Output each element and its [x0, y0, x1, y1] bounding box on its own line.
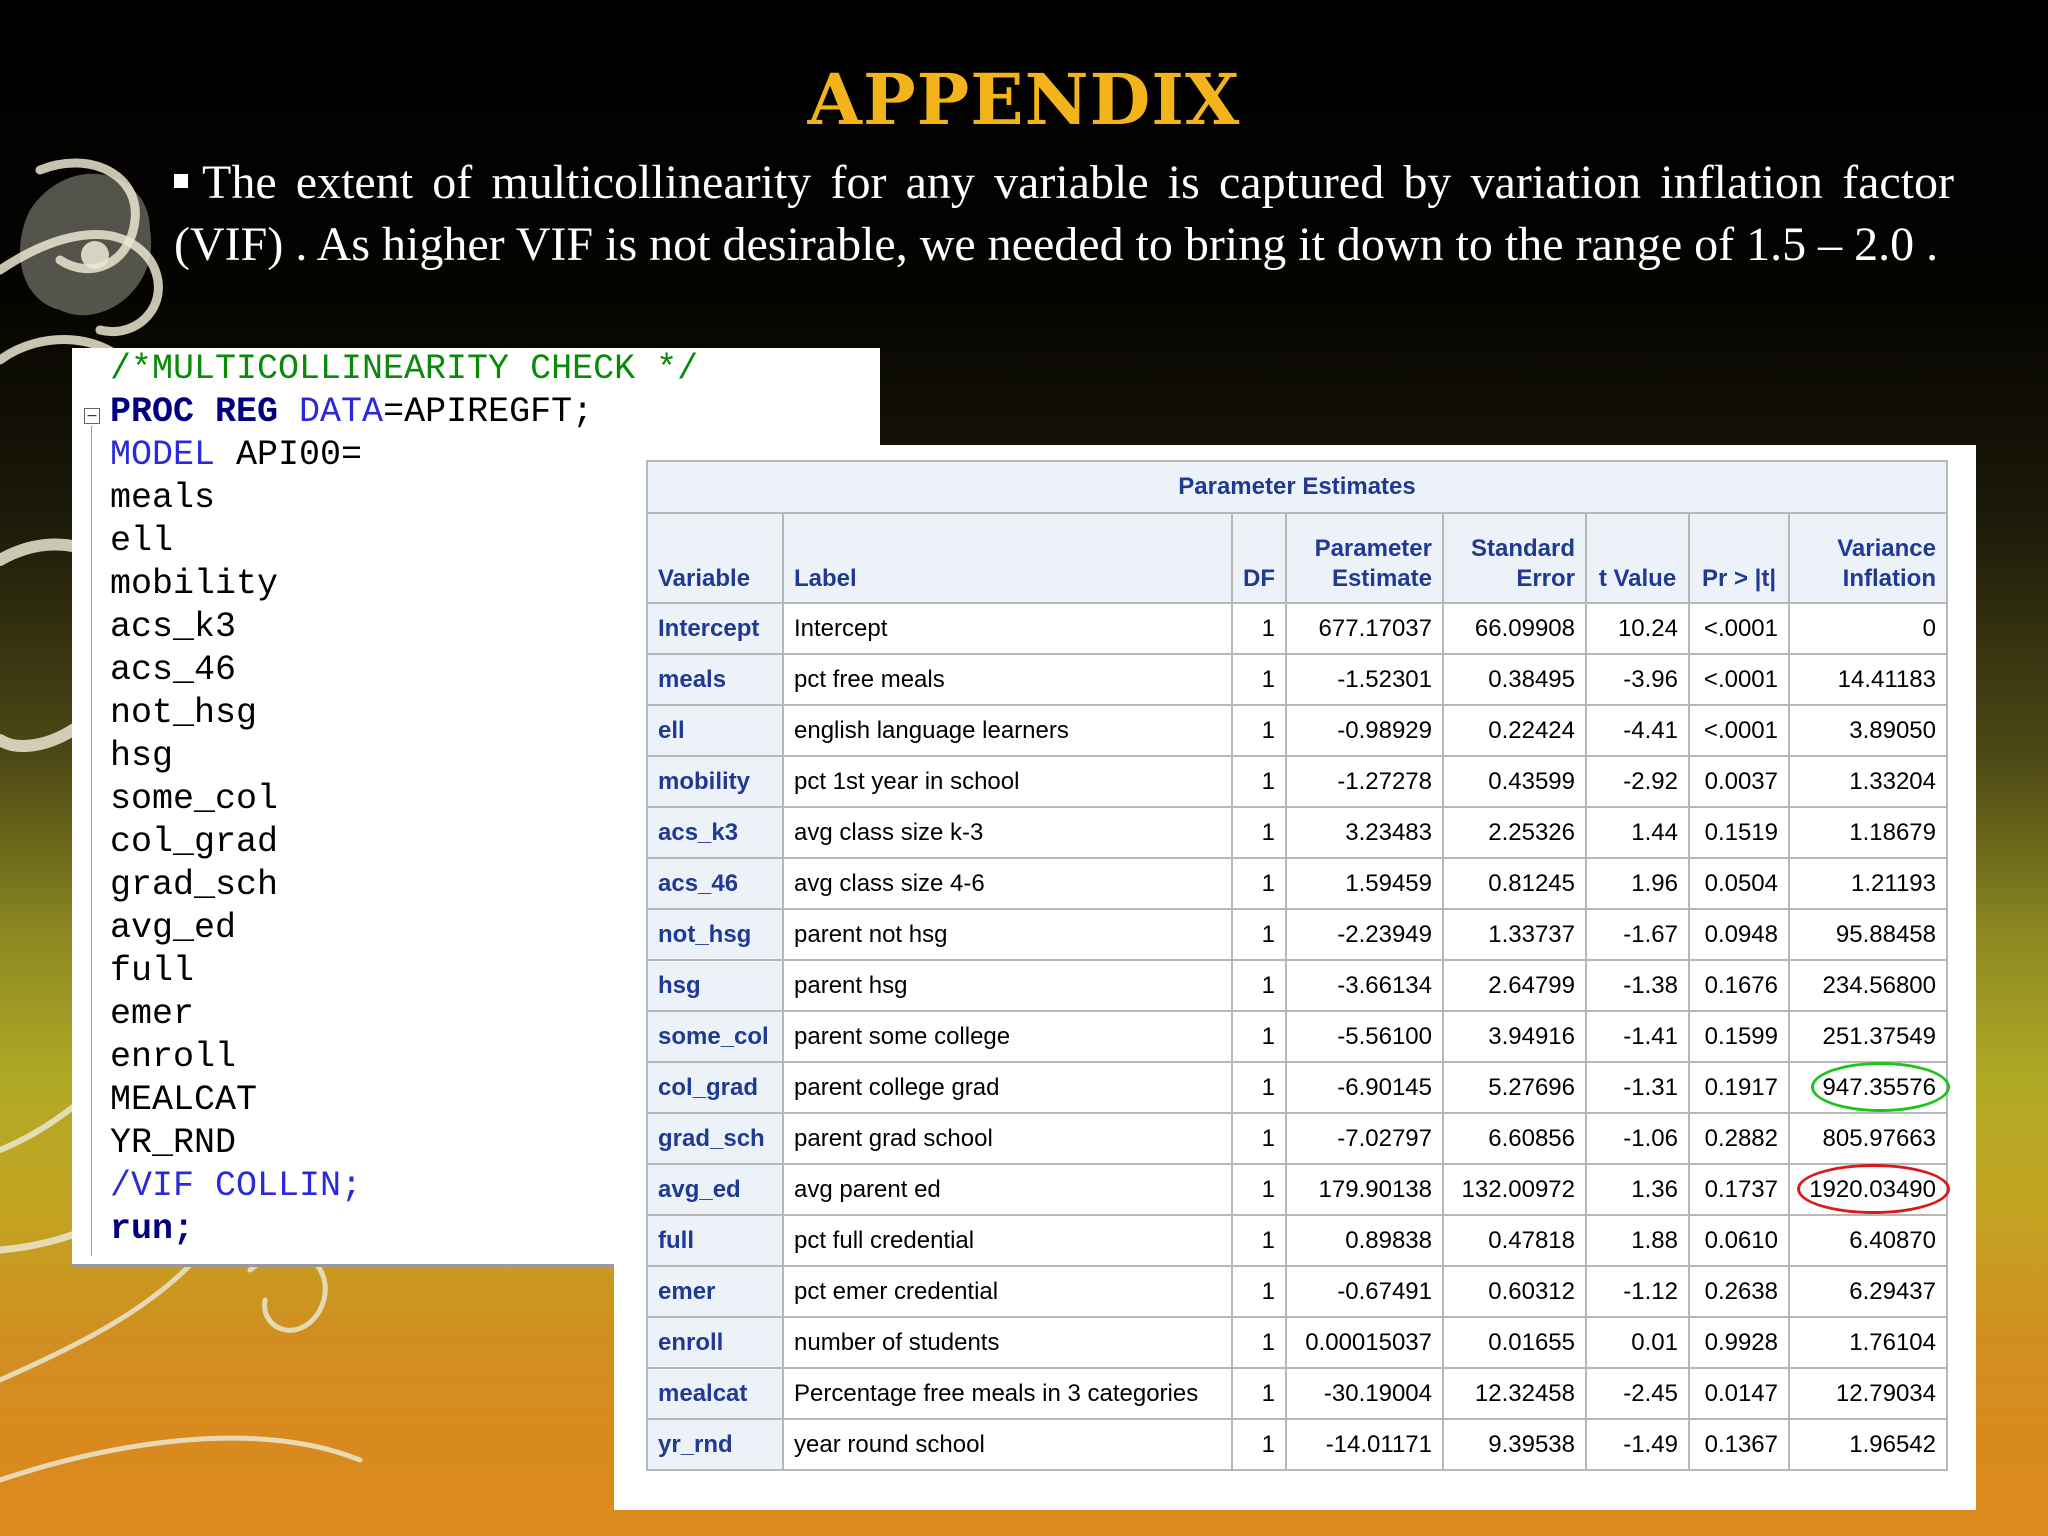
table-header-row — [647, 513, 1947, 603]
cell-variable: ell — [647, 705, 783, 756]
cell-standard-error: 9.39538 — [1443, 1419, 1586, 1470]
cell-variance-inflation — [1789, 1062, 1947, 1113]
slide-title: APPENDIX — [807, 58, 1241, 141]
code-var: MEALCAT — [110, 1080, 258, 1120]
table-row — [647, 705, 1947, 756]
cell-label: parent grad school — [783, 1113, 1232, 1164]
cell-variance-inflation: 0 — [1789, 603, 1947, 654]
cell-estimate: 677.17037 — [1286, 603, 1443, 654]
cell-label: avg class size 4-6 — [783, 858, 1232, 909]
table-row — [647, 1317, 1947, 1368]
cell-t-value: -1.38 — [1586, 960, 1689, 1011]
cell-label: english language learners — [783, 705, 1232, 756]
collapse-toggle-icon[interactable]: − — [84, 408, 100, 424]
code-proc-keyword: PROC REG — [110, 392, 279, 432]
cell-p-value: 0.1737 — [1689, 1164, 1789, 1215]
cell-label: Intercept — [783, 603, 1232, 654]
cell-t-value: -1.49 — [1586, 1419, 1689, 1470]
cell-t-value: 1.96 — [1586, 858, 1689, 909]
cell-p-value: 0.2638 — [1689, 1266, 1789, 1317]
cell-df: 1 — [1232, 858, 1286, 909]
code-comment: /*MULTICOLLINEARITY CHECK */ — [110, 349, 699, 389]
code-var: col_grad — [110, 822, 279, 862]
code-var: full — [110, 951, 195, 991]
table-row — [647, 1266, 1947, 1317]
code-var: not_hsg — [110, 693, 258, 733]
cell-variable: grad_sch — [647, 1113, 783, 1164]
cell-variable: emer — [647, 1266, 783, 1317]
cell-estimate: -5.56100 — [1286, 1011, 1443, 1062]
cell-df: 1 — [1232, 1113, 1286, 1164]
cell-t-value: -4.41 — [1586, 705, 1689, 756]
cell-t-value: 1.88 — [1586, 1215, 1689, 1266]
vif-highlight-green: 947.35576 — [1822, 1073, 1936, 1101]
cell-t-value: 1.44 — [1586, 807, 1689, 858]
cell-standard-error: 1.33737 — [1443, 909, 1586, 960]
cell-variable: mealcat — [647, 1368, 783, 1419]
cell-t-value: -1.31 — [1586, 1062, 1689, 1113]
cell-df: 1 — [1232, 756, 1286, 807]
cell-t-value: -2.45 — [1586, 1368, 1689, 1419]
fold-guide-line — [91, 426, 92, 1256]
parameter-estimates-panel — [614, 445, 1976, 1510]
cell-label: pct emer credential — [783, 1266, 1232, 1317]
cell-standard-error: 0.22424 — [1443, 705, 1586, 756]
cell-p-value: <.0001 — [1689, 654, 1789, 705]
cell-estimate: -30.19004 — [1286, 1368, 1443, 1419]
cell-variance-inflation: 1.18679 — [1789, 807, 1947, 858]
code-var: acs_46 — [110, 650, 237, 690]
cell-label: Percentage free meals in 3 categories — [783, 1368, 1232, 1419]
cell-t-value: -1.06 — [1586, 1113, 1689, 1164]
cell-df: 1 — [1232, 960, 1286, 1011]
cell-t-value: 10.24 — [1586, 603, 1689, 654]
cell-estimate: -1.27278 — [1286, 756, 1443, 807]
cell-p-value: 0.1519 — [1689, 807, 1789, 858]
code-data-value: =APIREGFT; — [383, 392, 594, 432]
cell-estimate: -3.66134 — [1286, 960, 1443, 1011]
cell-p-value: 0.1367 — [1689, 1419, 1789, 1470]
cell-estimate: -7.02797 — [1286, 1113, 1443, 1164]
cell-estimate: -2.23949 — [1286, 909, 1443, 960]
cell-df: 1 — [1232, 654, 1286, 705]
cell-variance-inflation: 1.76104 — [1789, 1317, 1947, 1368]
cell-estimate: -14.01171 — [1286, 1419, 1443, 1470]
cell-t-value: -1.67 — [1586, 909, 1689, 960]
cell-variance-inflation: 1.21193 — [1789, 858, 1947, 909]
code-model-value: API00= — [215, 435, 363, 475]
cell-label: avg parent ed — [783, 1164, 1232, 1215]
cell-p-value: 0.0610 — [1689, 1215, 1789, 1266]
cell-df: 1 — [1232, 1215, 1286, 1266]
cell-label: year round school — [783, 1419, 1232, 1470]
header-parameter-estimate: Parameter Estimate — [1286, 513, 1443, 603]
cell-estimate: -6.90145 — [1286, 1062, 1443, 1113]
cell-label: avg class size k-3 — [783, 807, 1232, 858]
cell-variance-inflation — [1789, 1164, 1947, 1215]
header-pr-t: Pr > |t| — [1689, 513, 1789, 603]
code-var: enroll — [110, 1037, 237, 1077]
cell-t-value: -1.12 — [1586, 1266, 1689, 1317]
header-variable: Variable — [647, 513, 783, 603]
header-label: Label — [783, 513, 1232, 603]
cell-p-value: 0.2882 — [1689, 1113, 1789, 1164]
cell-label: number of students — [783, 1317, 1232, 1368]
cell-df: 1 — [1232, 1266, 1286, 1317]
table-row — [647, 909, 1947, 960]
cell-estimate: 0.00015037 — [1286, 1317, 1443, 1368]
table-row — [647, 1164, 1947, 1215]
cell-t-value: 0.01 — [1586, 1317, 1689, 1368]
code-var: grad_sch — [110, 865, 279, 905]
header-variance-inflation: Variance Inflation — [1789, 513, 1947, 603]
cell-standard-error: 3.94916 — [1443, 1011, 1586, 1062]
code-run: run; — [110, 1209, 195, 1249]
cell-estimate: 3.23483 — [1286, 807, 1443, 858]
cell-df: 1 — [1232, 1062, 1286, 1113]
cell-label: pct free meals — [783, 654, 1232, 705]
table-row — [647, 858, 1947, 909]
code-var: hsg — [110, 736, 174, 776]
cell-estimate: -0.67491 — [1286, 1266, 1443, 1317]
cell-variance-inflation: 12.79034 — [1789, 1368, 1947, 1419]
cell-p-value: <.0001 — [1689, 603, 1789, 654]
cell-label: parent some college — [783, 1011, 1232, 1062]
cell-variance-inflation: 1.33204 — [1789, 756, 1947, 807]
cell-standard-error: 66.09908 — [1443, 603, 1586, 654]
table-row — [647, 807, 1947, 858]
cell-t-value: -2.92 — [1586, 756, 1689, 807]
cell-variance-inflation: 3.89050 — [1789, 705, 1947, 756]
cell-p-value: <.0001 — [1689, 705, 1789, 756]
bullet-icon — [174, 174, 188, 188]
cell-p-value: 0.0948 — [1689, 909, 1789, 960]
intro-paragraph — [174, 152, 1954, 276]
cell-df: 1 — [1232, 909, 1286, 960]
code-proc-line — [110, 391, 593, 434]
header-standard-error: Standard Error — [1443, 513, 1586, 603]
cell-variable: hsg — [647, 960, 783, 1011]
cell-df: 1 — [1232, 1011, 1286, 1062]
cell-standard-error: 12.32458 — [1443, 1368, 1586, 1419]
cell-variance-inflation: 14.41183 — [1789, 654, 1947, 705]
cell-label: pct full credential — [783, 1215, 1232, 1266]
cell-p-value: 0.1676 — [1689, 960, 1789, 1011]
cell-df: 1 — [1232, 1368, 1286, 1419]
cell-variable: mobility — [647, 756, 783, 807]
code-vif-option: /VIF COLLIN; — [110, 1166, 363, 1206]
table-row — [647, 1113, 1947, 1164]
cell-estimate: -1.52301 — [1286, 654, 1443, 705]
cell-p-value: 0.0037 — [1689, 756, 1789, 807]
cell-standard-error: 0.60312 — [1443, 1266, 1586, 1317]
cell-variance-inflation: 6.29437 — [1789, 1266, 1947, 1317]
cell-p-value: 0.0504 — [1689, 858, 1789, 909]
cell-variable: col_grad — [647, 1062, 783, 1113]
cell-variance-inflation: 1.96542 — [1789, 1419, 1947, 1470]
cell-p-value: 0.0147 — [1689, 1368, 1789, 1419]
cell-standard-error: 0.01655 — [1443, 1317, 1586, 1368]
cell-label: parent not hsg — [783, 909, 1232, 960]
cell-p-value: 0.1599 — [1689, 1011, 1789, 1062]
cell-variable: Intercept — [647, 603, 783, 654]
cell-df: 1 — [1232, 807, 1286, 858]
cell-variable: acs_k3 — [647, 807, 783, 858]
cell-standard-error: 0.43599 — [1443, 756, 1586, 807]
code-var: acs_k3 — [110, 607, 237, 647]
cell-variable: acs_46 — [647, 858, 783, 909]
cell-variable: enroll — [647, 1317, 783, 1368]
code-var: avg_ed — [110, 908, 237, 948]
cell-t-value: -3.96 — [1586, 654, 1689, 705]
header-df: DF — [1232, 513, 1286, 603]
cell-df: 1 — [1232, 1317, 1286, 1368]
intro-text: The extent of multicollinearity for any variable is captured by variation inflation factor (VIF) . As higher VIF is not desirable, we needed to bring it down to the range of 1.5 – 2.0 . — [174, 156, 1954, 271]
code-var: YR_RND — [110, 1123, 237, 1163]
cell-standard-error: 2.25326 — [1443, 807, 1586, 858]
cell-t-value: 1.36 — [1586, 1164, 1689, 1215]
cell-estimate: 179.90138 — [1286, 1164, 1443, 1215]
cell-variable: some_col — [647, 1011, 783, 1062]
cell-variance-inflation: 805.97663 — [1789, 1113, 1947, 1164]
cell-df: 1 — [1232, 705, 1286, 756]
table-row — [647, 1011, 1947, 1062]
cell-df: 1 — [1232, 603, 1286, 654]
cell-standard-error: 132.00972 — [1443, 1164, 1586, 1215]
code-data-keyword: DATA — [299, 392, 384, 432]
cell-variance-inflation: 251.37549 — [1789, 1011, 1947, 1062]
cell-t-value: -1.41 — [1586, 1011, 1689, 1062]
vif-highlight-red: 1920.03490 — [1809, 1175, 1936, 1203]
cell-p-value: 0.1917 — [1689, 1062, 1789, 1113]
cell-estimate: 0.89838 — [1286, 1215, 1443, 1266]
table-row — [647, 1215, 1947, 1266]
code-var: emer — [110, 994, 195, 1034]
table-row — [647, 1062, 1947, 1113]
parameter-estimates-table — [646, 460, 1948, 1471]
cell-variance-inflation: 234.56800 — [1789, 960, 1947, 1011]
code-model-line — [110, 434, 362, 477]
table-row — [647, 603, 1947, 654]
table-row — [647, 960, 1947, 1011]
cell-df: 1 — [1232, 1419, 1286, 1470]
cell-standard-error: 0.81245 — [1443, 858, 1586, 909]
table-row — [647, 1368, 1947, 1419]
cell-variance-inflation: 95.88458 — [1789, 909, 1947, 960]
cell-variance-inflation: 6.40870 — [1789, 1215, 1947, 1266]
cell-standard-error: 5.27696 — [1443, 1062, 1586, 1113]
cell-standard-error: 0.38495 — [1443, 654, 1586, 705]
header-t-value: t Value — [1586, 513, 1689, 603]
cell-variable: not_hsg — [647, 909, 783, 960]
cell-label: parent college grad — [783, 1062, 1232, 1113]
cell-standard-error: 6.60856 — [1443, 1113, 1586, 1164]
table-row — [647, 1419, 1947, 1470]
code-var: some_col — [110, 779, 279, 819]
table-row — [647, 654, 1947, 705]
cell-standard-error: 2.64799 — [1443, 960, 1586, 1011]
cell-df: 1 — [1232, 1164, 1286, 1215]
table-caption: Parameter Estimates — [647, 461, 1947, 513]
code-model-keyword: MODEL — [110, 435, 216, 475]
code-var: meals — [110, 478, 216, 518]
cell-variable: yr_rnd — [647, 1419, 783, 1470]
cell-variable: meals — [647, 654, 783, 705]
cell-estimate: 1.59459 — [1286, 858, 1443, 909]
cell-estimate: -0.98929 — [1286, 705, 1443, 756]
table-row — [647, 756, 1947, 807]
cell-label: pct 1st year in school — [783, 756, 1232, 807]
code-var: mobility — [110, 564, 279, 604]
cell-standard-error: 0.47818 — [1443, 1215, 1586, 1266]
cell-variable: full — [647, 1215, 783, 1266]
cell-variable: avg_ed — [647, 1164, 783, 1215]
code-var: ell — [110, 521, 174, 561]
cell-p-value: 0.9928 — [1689, 1317, 1789, 1368]
cell-label: parent hsg — [783, 960, 1232, 1011]
